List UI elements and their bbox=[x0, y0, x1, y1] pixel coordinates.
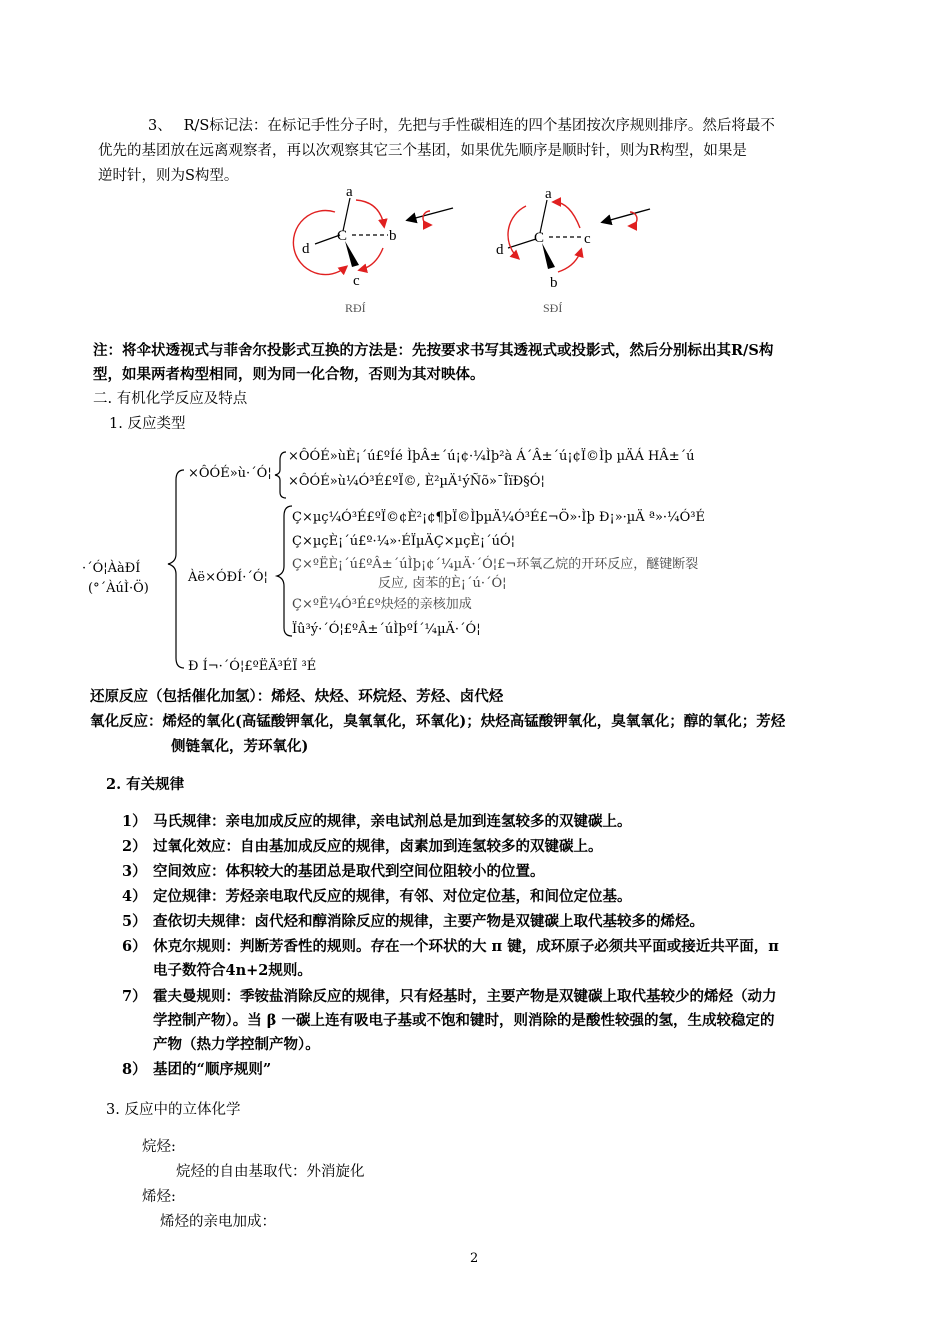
tree-elimination: Ïû³ý·´Ó¦£ºÂ±´úÌþºÍ´¼µÄ·´Ó¦ bbox=[292, 622, 481, 637]
rs-line-1: 3、 R/S标记法：在标记手性分子时，先把与手性碳相连的四个基团按次序规则排序。然后将最不 bbox=[148, 118, 775, 134]
rule-5-num: 5） bbox=[122, 913, 147, 930]
stereo-alkane-heading: 烷烃: bbox=[142, 1139, 176, 1155]
r-caption: RÐÍ bbox=[345, 301, 366, 315]
rule-2-num: 2） bbox=[122, 838, 147, 855]
s-label-b: b bbox=[550, 275, 558, 291]
rule-3-num: 3） bbox=[122, 863, 147, 880]
tree-free-radical-substitution: ×ÔÓÉ»ùÈ¡´ú£ºÍé ÌþÂ±´ú¡¢·¼Ìþ²à Á´Â±´ú¡¢Ï©Ìþ µÄÁ HÂ±´ú bbox=[288, 449, 695, 464]
tree-electrophilic-addition: Ç×µç¼Ó³É£ºÏ©¢È²¡¢¶þÏ©ÌþµÄ¼Ó³É£¬Ö»·Ìþ Ð¡»·µÄ ª»·¼Ó³É bbox=[292, 510, 705, 525]
r-label-c: c bbox=[353, 273, 360, 289]
page-number: 2 bbox=[470, 1251, 479, 1266]
tree-branch-free-radical: ×ÔÓÉ»ù·´Ó¦ bbox=[188, 466, 272, 481]
rule-4-num: 4） bbox=[122, 888, 147, 905]
s-label-a: a bbox=[545, 186, 552, 202]
stereo-title: 3. 反应中的立体化学 bbox=[106, 1102, 241, 1118]
section-2-title: 二. 有机化学反应及特点 bbox=[93, 391, 248, 407]
rule-3-text: 空间效应：体积较大的基团总是取代到空间位阻较小的位置。 bbox=[153, 863, 545, 880]
rule-7-text-cont-1: 学控制产物）。当 β 一碳上连有吸电子基或不饱和键时，则消除的是酸性较强的氢，生成较稳定的 bbox=[153, 1012, 775, 1029]
rule-6-text-cont: 电子数符合4n+2规则。 bbox=[153, 962, 312, 979]
tree-nucleophilic-substitution-cont: 反应, 卤苯的È¡´ú·´Ó¦ bbox=[378, 576, 507, 591]
tree-root-sub: (°´ÀúÌ·Ö) bbox=[88, 581, 149, 596]
note-line-1: 注：将伞状透视式与菲舍尔投影式互换的方法是：先按要求书写其透视式或投影式，然后分别标出其R/S构 bbox=[93, 342, 774, 359]
rule-6-num: 6） bbox=[122, 938, 147, 955]
oxidation-line-1: 氧化反应：烯烃的氧化(高锰酸钾氧化，臭氧氧化，环氧化)；炔烃高锰酸钾氧化，臭氧氧化；醇的氧化；芳烃 bbox=[90, 713, 786, 730]
stereo-alkene-heading: 烯烃: bbox=[142, 1189, 176, 1205]
stereo-alkene-item: 烯烃的亲电加成： bbox=[160, 1214, 276, 1230]
tree-branch-concerted: Ð Í¬·´Ó¦£ºËÄ³ÉÏ ³É bbox=[188, 659, 317, 674]
rule-1-text: 马氏规律：亲电加成反应的规律，亲电试剂总是加到连氢较多的双键碳上。 bbox=[153, 813, 632, 830]
rule-7-text-cont-2: 产物（热力学控制产物）。 bbox=[153, 1036, 320, 1053]
s-caption: SÐÍ bbox=[543, 301, 563, 315]
tree-nucleophilic-addition: Ç×ºË¼Ó³É£º炔烃的亲核加成 bbox=[292, 597, 472, 612]
tree-electrophilic-substitution: Ç×µçÈ¡´ú£º·¼»·ÉÏµÄÇ×µçÈ¡´úÓ¦ bbox=[292, 534, 516, 549]
stereo-alkane-item: 烷烃的自由基取代：外消旋化 bbox=[176, 1164, 365, 1180]
rs-line-3: 逆时针，则为S构型。 bbox=[98, 168, 239, 184]
rs-line-2: 优先的基团放在远离观察者，再以次观察其它三个基团，如果优先顺序是顺时针，则为R构型，如果是 bbox=[98, 143, 747, 159]
rs-configuration-diagram bbox=[280, 182, 680, 322]
rule-4-text: 定位规律：芳烃亲电取代反应的规律，有邻、对位定位基，和间位定位基。 bbox=[153, 888, 632, 905]
tree-nucleophilic-substitution: Ç×ºËÈ¡´ú£ºÂ±´úÌþ¡¢´¼µÄ·´Ó¦£¬环氧乙烷的开环反应，醚键断裂 bbox=[292, 557, 699, 572]
r-label-a: a bbox=[346, 184, 353, 200]
r-configuration-molecule bbox=[293, 184, 453, 315]
rules-title: 2. 有关规律 bbox=[106, 776, 185, 793]
rule-1-num: 1） bbox=[122, 813, 147, 830]
r-label-d: d bbox=[302, 241, 310, 257]
tree-free-radical-addition: ×ÔÓÉ»ù¼Ó³É£ºÏ©, È²µÄ¹ýÑõ»¯ÎïÐ§Ó¦ bbox=[288, 474, 545, 489]
note-line-2: 型，如果两者构型相同，则为同一化合物，否则为其对映体。 bbox=[93, 366, 485, 383]
s-configuration-molecule bbox=[496, 186, 650, 315]
s-label-d: d bbox=[496, 242, 504, 258]
rule-7-text: 霍夫曼规则：季铵盐消除反应的规律，只有烃基时，主要产物是双键碳上取代基较少的烯烃（动力 bbox=[153, 988, 777, 1005]
rule-5-text: 查依切夫规律：卤代烃和醇消除反应的规律，主要产物是双键碳上取代基较多的烯烃。 bbox=[153, 913, 704, 930]
rule-7-num: 7） bbox=[122, 988, 147, 1005]
oxidation-line-2: 侧链氧化，芳环氧化) bbox=[171, 738, 309, 755]
rule-8-num: 8） bbox=[122, 1061, 147, 1078]
rule-6-text: 休克尔规则：判断芳香性的规则。存在一个环状的大 π 键，成环原子必须共平面或接近共平面，π bbox=[153, 938, 779, 955]
section-2-sub-1: 1. 反应类型 bbox=[109, 416, 186, 432]
r-label-carbon: C bbox=[337, 228, 348, 244]
r-label-b: b bbox=[389, 228, 397, 244]
rule-8-text: 基团的“顺序规则” bbox=[153, 1061, 272, 1078]
tree-root: ·´Ó¦ÀàÐÍ bbox=[82, 561, 141, 576]
reduction-reactions: 还原反应（包括催化加氢）：烯烃、炔烃、环烷烃、芳烃、卤代烃 bbox=[90, 688, 504, 705]
s-label-carbon: C bbox=[534, 230, 545, 246]
rule-2-text: 过氧化效应：自由基加成反应的规律，卤素加到连氢较多的双键碳上。 bbox=[153, 838, 603, 855]
tree-branch-ionic: Àë×ÓÐÍ·´Ó¦ bbox=[188, 570, 268, 585]
s-label-c: c bbox=[584, 231, 591, 247]
